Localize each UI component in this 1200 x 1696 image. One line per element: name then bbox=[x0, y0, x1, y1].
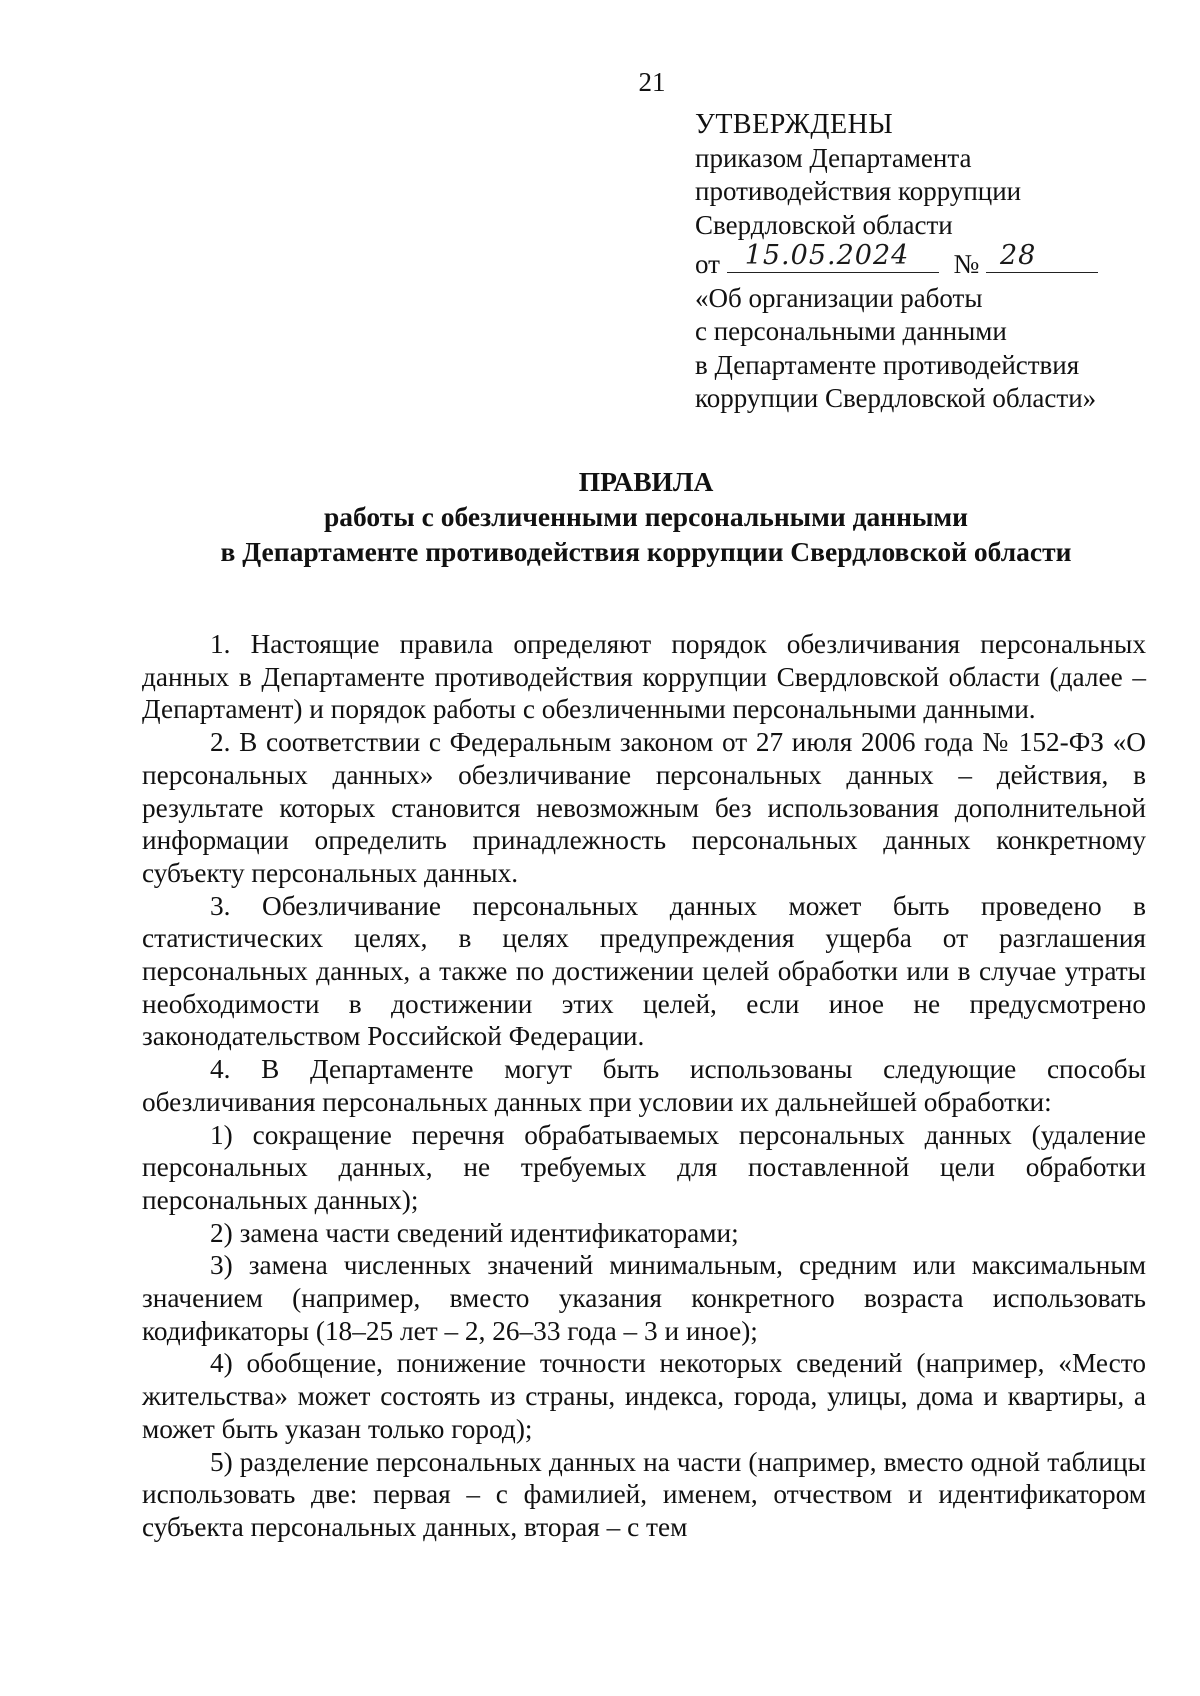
number-prefix: № bbox=[953, 249, 980, 279]
paragraph-1: 1. Настоящие правила определяют порядок обезличивания персональных данных в Департаменте противодействия коррупции Свердловской области (далее – Департамент) и порядок работы с обезличенными персональными данными. bbox=[142, 629, 1146, 725]
document-body bbox=[142, 628, 1146, 1544]
order-title-line: коррупции Свердловской области» bbox=[695, 383, 1097, 413]
title-subheading: работы с обезличенными персональными данными bbox=[323, 501, 969, 532]
approval-line: приказом Департамента bbox=[695, 142, 972, 173]
list-item-5: 5) разделение персональных данных на части (например, вместо одной таблицы использовать две: первая – с фамилией, именем, отчеством и идентификатором субъекта персональных данных, вторая – с тем bbox=[142, 1446, 1146, 1542]
number-field bbox=[986, 242, 1098, 273]
handwritten-date: 15.05.2024 bbox=[744, 240, 910, 271]
document-title bbox=[150, 464, 1142, 569]
list-item-2: 2) замена части сведений идентификаторами; bbox=[210, 1217, 739, 1248]
order-title-line: в Департаменте противодействия bbox=[695, 349, 1080, 380]
title-heading: ПРАВИЛА bbox=[578, 466, 714, 497]
approval-line: Свердловской области bbox=[695, 209, 953, 240]
approval-heading: УТВЕРЖДЕНЫ bbox=[695, 109, 894, 140]
date-prefix: от bbox=[695, 249, 720, 279]
order-title-line: «Об организации работы bbox=[695, 282, 983, 313]
approval-date-number-line bbox=[695, 242, 1175, 282]
date-field bbox=[727, 242, 939, 273]
paragraph-4: 4. В Департаменте могут быть использованы следующие способы обезличивания персональных данных при условии их дальнейшей обработки: bbox=[142, 1054, 1146, 1117]
handwritten-number: 28 bbox=[999, 240, 1037, 271]
page-number: 21 bbox=[638, 67, 666, 97]
list-item-1: 1) сокращение перечня обрабатываемых персональных данных (удаление персональных данных, не требуемых для поставленной цели обработки персональных данных); bbox=[142, 1119, 1146, 1215]
list-item-4: 4) обобщение, понижение точности некоторых сведений (например, «Место жительства» может состоять из страны, индекса, города, улицы, дома и квартиры, а может быть указан только город); bbox=[142, 1348, 1146, 1444]
order-title-line: с персональными данными bbox=[695, 316, 1007, 346]
approval-line: противодействия коррупции bbox=[695, 176, 1022, 206]
approval-block bbox=[695, 108, 1175, 416]
paragraph-2: 2. В соответствии с Федеральным законом от 27 июля 2006 года № 152-ФЗ «О персональных данных» обезличивание персональных данных – действия, в результате которых становится невозможным без использования дополнительной информации определить принадлежность персональных данных конкретному субъекту персональных данных. bbox=[142, 727, 1146, 888]
list-item-3: 3) замена численных значений минимальным, средним или максимальным значением (например, вместо указания конкретного возраста использовать кодификаторы (18–25 лет – 2, 26–33 года – 3 и иное); bbox=[142, 1250, 1146, 1346]
title-subheading: в Департаменте противодействия коррупции Свердловской области bbox=[220, 536, 1072, 567]
paragraph-3: 3. Обезличивание персональных данных может быть проведено в статистических целях, в целях предупреждения ущерба от разглашения персональных данных, а также по достижении целей обработки или в случае утраты необходимости в достижении этих целей, если иное не предусмотрено законодательством Российской Федерации. bbox=[142, 890, 1146, 1052]
